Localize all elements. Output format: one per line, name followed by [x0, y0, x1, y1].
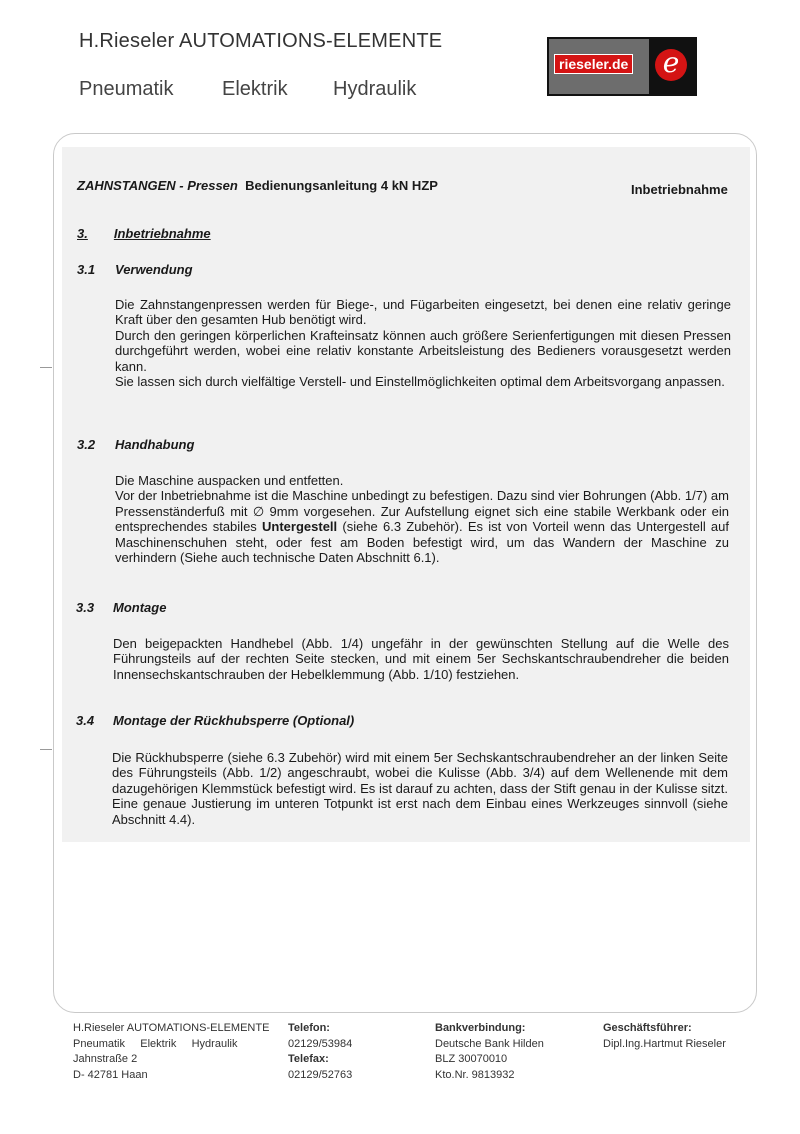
paragraph: Die Zahnstangenpressen werden für Biege-, und Fügarbeiten eingesetzt, bei denen eine relativ geringe Kraft über den gesamten Hub benötigt wird.: [115, 297, 731, 328]
chapter-title: Inbetriebnahme: [113, 226, 211, 241]
bank-label: Bankverbindung:: [435, 1022, 526, 1034]
company-name: H.Rieseler AUTOMATIONS-ELEMENTE: [79, 30, 443, 52]
footer-category: Hydraulik: [191, 1037, 238, 1050]
section-indicator: Inbetriebnahme: [631, 182, 728, 197]
paragraph-emphasis: Untergestell: [262, 519, 338, 535]
document-title-manual: Bedienungsanleitung 4 kN HZP: [245, 178, 438, 193]
category-elektrik: Elektrik: [222, 78, 288, 100]
footer-bank: [435, 1021, 544, 1083]
category-pneumatik: Pneumatik: [79, 78, 174, 100]
section-title: Montage der Rückhubsperre (Optional): [113, 713, 355, 728]
section-number: 3.4: [76, 713, 95, 728]
document-title-product: ZAHNSTANGEN - Pressen: [77, 178, 238, 193]
section-number: 3.1: [77, 262, 96, 277]
phone-label: Telefon:: [288, 1022, 330, 1034]
footer-street: Jahnstraße 2: [73, 1053, 138, 1065]
section-number: 3.3: [76, 600, 95, 615]
chapter-heading: [77, 226, 211, 241]
fax-value: 02129/52763: [288, 1068, 353, 1081]
section-title: Verwendung: [115, 262, 193, 277]
fax-label: Telefax:: [288, 1053, 329, 1065]
logo-e-icon: e: [655, 49, 687, 81]
footer-phone: [288, 1021, 352, 1083]
section-body: [112, 750, 728, 827]
section-body: [113, 636, 729, 682]
footer-category: Pneumatik: [73, 1037, 125, 1050]
margin-mark: [40, 749, 52, 750]
footer-company: H.Rieseler AUTOMATIONS-ELEMENTE: [73, 1022, 270, 1034]
paragraph-text: (siehe 6.3 Zubehör). Es ist von Vorteil wenn das Untergestell auf Maschinenschuhen steht, oder fest am Boden befestigt wird, um das Wandern der Maschine zu verhindern (Siehe auch technische Daten Abschnitt 6.1).: [115, 519, 729, 566]
company-logo: [547, 37, 697, 96]
footer-category: Elektrik: [140, 1037, 177, 1050]
paragraph: Die Rückhubsperre (siehe 6.3 Zubehör) wird mit einem 5er Sechskantschraubendreher an der linken Seite des Führungsteils (Abb. 1/2) angeschraubt, wobei die Kulisse (Abb. 3/4) auf dem Wellenende mit dem dazugehörigen Klemmstück befestigt wird. Es ist darauf zu achten, dass der Stift genau in der Kulisse sitzt. Eine genaue Justierung im unteren Totpunkt ist erst nach dem Einbau eines Werkzeuges sinnvoll (siehe Abschnitt 4.4).: [112, 750, 728, 827]
margin-mark: [40, 367, 52, 368]
footer-address: [73, 1021, 269, 1083]
footer-manager: [603, 1021, 726, 1052]
paragraph-text: Vor der Inbetriebnahme ist die Maschine unbedingt zu befestigen. Dazu sind vier Bohrungen (Abb. 1/7) am Pressenständerfuß mit ∅ 9mm vorgesehen. Zur Aufstellung eignet sich eine stabile Werkbank oder ein entsprechendes stabiles: [115, 488, 729, 535]
category-hydraulik: Hydraulik: [333, 78, 417, 100]
footer-city: D- 42781 Haan: [73, 1068, 148, 1081]
chapter-number: 3.: [77, 226, 88, 241]
paragraph: Durch den geringen körperlichen Krafteinsatz können auch größere Serienfertigungen mit diesen Pressen durchgeführt werden, wobei eine relativ konstante Arbeitsleistung des Bedieners vorausgesetzt werden kann.: [115, 327, 731, 374]
footer-categories: [73, 1037, 269, 1053]
bank-name: Deutsche Bank Hilden: [435, 1037, 544, 1050]
section-title: Handhabung: [115, 437, 195, 452]
section-title: Montage: [113, 600, 167, 615]
phone-value: 02129/53984: [288, 1037, 353, 1050]
section-body: [115, 473, 729, 565]
section-body: [115, 297, 731, 389]
logo-text: rieseler.de: [554, 54, 633, 74]
document-title: [77, 178, 438, 193]
paragraph: Den beigepackten Handhebel (Abb. 1/4) ungefähr in der gewünschten Stellung auf die Welle des Führungsteils auf der rechten Seite stecken, und mit einem 5er Sechskantschraubendreher die beiden Innensechskantschrauben der Hebelklemmung (Abb. 1/10) festziehen.: [113, 636, 729, 682]
section-number: 3.2: [77, 437, 96, 452]
paragraph: Die Maschine auspacken und entfetten.: [115, 473, 344, 488]
paragraph: Sie lassen sich durch vielfältige Verstell- und Einstellmöglichkeiten optimal dem Arbeitsvorgang anpassen.: [115, 374, 725, 390]
logo-badge: [649, 39, 695, 94]
bank-blz: BLZ 30070010: [435, 1053, 508, 1065]
bank-account: Kto.Nr. 9813932: [435, 1068, 515, 1081]
manager-label: Geschäftsführer:: [603, 1022, 692, 1034]
manager-name: Dipl.Ing.Hartmut Rieseler: [603, 1037, 726, 1050]
paragraph: [115, 488, 729, 565]
